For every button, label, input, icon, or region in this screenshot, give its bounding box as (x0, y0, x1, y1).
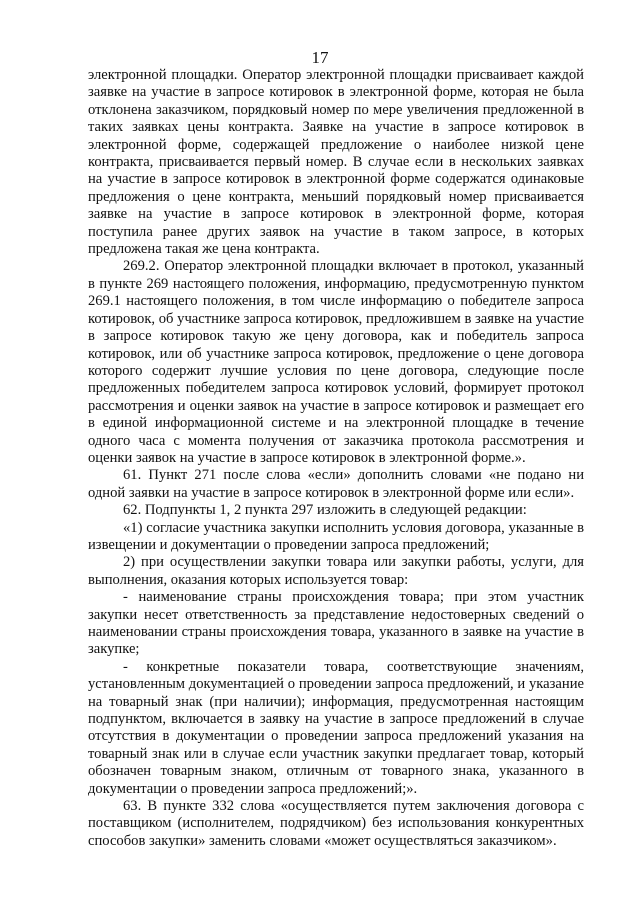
paragraph-62: 62. Подпункты 1, 2 пункта 297 изложить в следующей редакции: (123, 502, 527, 519)
paragraph-61: 61. Пункт 271 после слова «если» дополнить словами «не подано ни одной заявки на участие в запросе котировок в электронной форме или если». (88, 467, 584, 501)
paragraph-subitem-1: «1) согласие участника закупки исполнить условия договора, указанные в извещении и документации о проведении запроса предложений; (88, 519, 584, 553)
paragraph-product-indicators: - конкретные показатели товара, соответствующие значениям, установленным документацией о проведении запроса предложений, и указание на товарный знак (при наличии); информация, предусмотренная настоящим подпунктом, включается в заявку на участие в запросе предложений в случае отсутствия в документации о проведении запроса предложений указания на товарный знак или в случае если участник закупки предлагает товар, который обозначен товарным знаком, отличным от товарного знака, указанного в документации о проведении запроса предложений;». (88, 658, 584, 797)
paragraph-269-2: 269.2. Оператор электронной площадки включает в протокол, указанный в пункте 269 настоящего положения, информацию, предусмотренную пунктом 269.1 настоящего положения, в том числе информацию о победителе запроса котировок, об участнике запроса котировок, предложившем в заявке на участие в запросе котировок такую же цену договора, как и победитель запроса котировок, или об участнике запроса котировок, предложение о цене договора которого содержит лучшие условия по цене договора, следующие после предложенных победителем запроса котировок условий, формирует протокол рассмотрения и оценки заявок на участие в запросе котировок и размещает его в единой информационной системе и на электронной площадке в течение одного часа с момента получения от заказчика протокола рассмотрения и оценки заявок на участие в запросе котировок в электронной форме.». (88, 258, 584, 466)
document-body (88, 67, 584, 850)
paragraph-subitem-2: 2) при осуществлении закупки товара или закупки работы, услуги, для выполнения, оказания которых используется товар: (88, 554, 584, 588)
paragraph-country-of-origin: - наименование страны происхождения товара; при этом участник закупки несет ответственность за представление недостоверных сведений о наименовании страны происхождения товара, указанного в заявке на участие в закупке; (88, 589, 584, 658)
page-number: 17 (311, 48, 329, 67)
paragraph-continuation: электронной площадки. Оператор электронной площадки присваивает каждой заявке на участие в запросе котировок в электронной форме, которая не была отклонена заказчиком, порядковый номер по мере увеличения предложенной в таких заявках цены контракта. Заявке на участие в запросе котировок в электронной форме, содержащей предложение о наиболее низкой цене контракта, присваивается первый номер. В случае если в нескольких заявках на участие в запросе котировок в электронной форме содержатся одинаковые предложения о цене контракта, меньший порядковый номер присваивается заявке на участие в запросе котировок в электронной форме, которая поступила ранее других заявок на участие в таком запросе, в которых предложена такая же цена контракта. (88, 67, 584, 258)
paragraph-63: 63. В пункте 332 слова «осуществляется путем заключения договора с поставщиком (исполнителем, подрядчиком) без использования конкурентных способов закупки» заменить словами «может осуществляться заказчиком». (88, 798, 584, 849)
